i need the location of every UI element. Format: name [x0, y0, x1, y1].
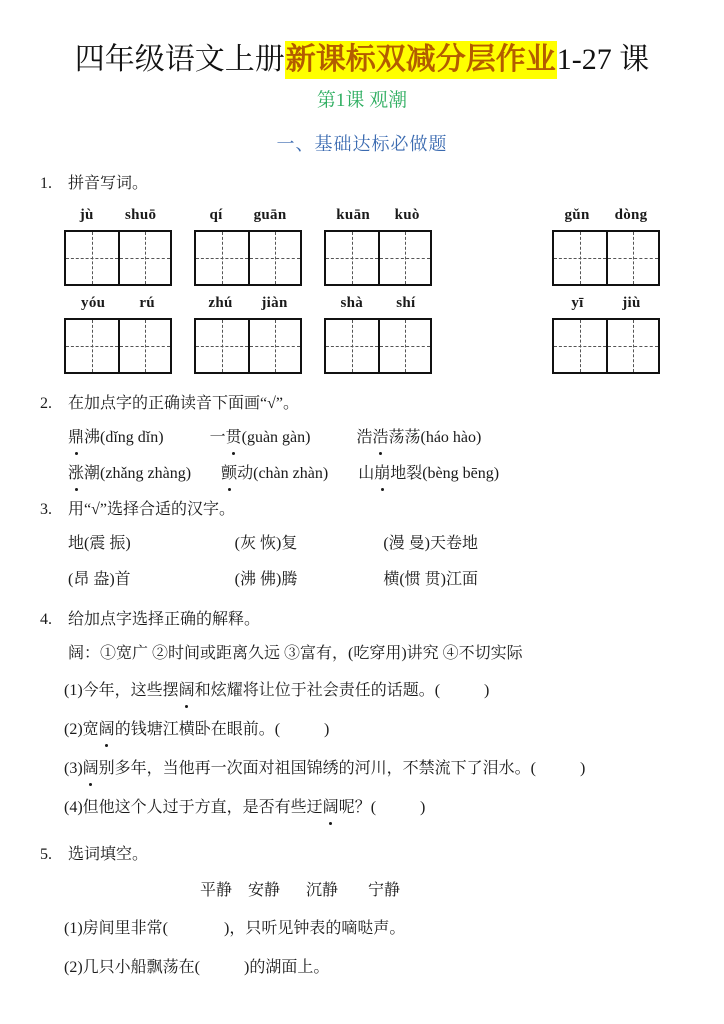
tianzige-unit [552, 205, 660, 286]
tianzige-unit [552, 293, 660, 374]
tianzige-unit [194, 205, 302, 286]
pinyin-syllable: jiàn [261, 295, 288, 311]
char-choice[interactable]: (漫 曼)天卷地 [383, 535, 479, 552]
reading-choices: 沸(dǐng dǐn) [84, 429, 164, 446]
pinyin-pair [324, 293, 432, 315]
word-prefix: 一 [209, 429, 226, 446]
item-text: 别多年，当他再一次面对祖国锦绣的河川，不禁流下了泪水。( [98, 760, 537, 777]
item-text: (1)房间里非常( [64, 920, 168, 937]
char-choice[interactable]: 横(惯 贯)江面 [383, 571, 479, 588]
word-bank-item[interactable]: 平静 [200, 882, 233, 899]
char-choice[interactable]: (昂 盎)首 [68, 571, 131, 588]
paren-close: ) [324, 721, 330, 738]
question-1-prompt: 拼音写词。 [68, 175, 149, 192]
tianzige-cell[interactable] [118, 232, 170, 284]
question-5-prompt: 选词填空。 [68, 846, 149, 863]
word-bank-item[interactable]: 宁静 [368, 882, 401, 899]
tianzige-cell[interactable] [378, 232, 430, 284]
question-2 [40, 392, 700, 487]
tianzige-box[interactable] [552, 318, 660, 374]
pinyin-pair [64, 205, 172, 227]
question-2-row[interactable] [68, 424, 700, 451]
question-2-row[interactable] [68, 460, 700, 487]
pinyin-syllable: guān [253, 207, 287, 223]
tianzige-box[interactable] [194, 318, 302, 374]
pinyin-syllable: yóu [81, 295, 106, 311]
tianzige-cell[interactable] [248, 232, 300, 284]
tianzige-unit [324, 205, 432, 286]
tianzige-cell[interactable] [606, 232, 658, 284]
pinyin-pair [552, 205, 660, 227]
pinyin-pair [194, 293, 302, 315]
question-2-number: 2. [40, 395, 52, 412]
question-4-item[interactable] [64, 794, 700, 821]
dotted-char: 浩 [372, 424, 388, 451]
pinyin-syllable: kuān [336, 207, 371, 223]
pinyin-syllable: dòng [614, 207, 648, 223]
question-3-row[interactable] [68, 530, 700, 557]
item-text: 的钱塘江横卧在眼前。( [114, 721, 281, 738]
item-text: 呢？( [338, 799, 377, 816]
dotted-char: 崩 [374, 460, 390, 487]
title-suffix: 1-27 课 [556, 43, 650, 76]
reading-choices: 动(chàn zhàn) [237, 465, 329, 482]
tianzige-box[interactable] [552, 230, 660, 286]
tianzige-row-1 [40, 205, 700, 301]
dotted-char: 阔 [83, 755, 99, 782]
tianzige-cell[interactable] [196, 232, 248, 284]
title-highlight: 新课标双减分层作业 [285, 41, 557, 79]
tianzige-unit [324, 293, 432, 374]
pinyin-syllable: zhú [208, 295, 233, 311]
question-4-number: 4. [40, 611, 52, 628]
question-1 [40, 172, 700, 196]
pinyin-pair [324, 205, 432, 227]
question-5-item[interactable] [64, 954, 700, 981]
page-title [0, 40, 724, 80]
pinyin-syllable: rú [139, 295, 155, 311]
definition-list: 阔：①宽广 ②时间或距离久远 ③富有，(吃穿用)讲究 ④不切实际 [68, 645, 523, 662]
pinyin-pair [552, 293, 660, 315]
tianzige-cell[interactable] [66, 320, 118, 372]
pinyin-syllable: jù [79, 207, 94, 223]
item-text: )，只听见钟表的嘀哒声。 [224, 920, 406, 937]
tianzige-unit [194, 293, 302, 374]
question-3-prompt: 用“√”选择合适的汉字。 [68, 501, 235, 518]
word-prefix: 浩 [356, 429, 373, 446]
char-choice[interactable]: (灰 恢)复 [234, 535, 298, 552]
pinyin-syllable: shuō [125, 207, 157, 223]
tianzige-cell[interactable] [378, 320, 430, 372]
tianzige-box[interactable] [194, 230, 302, 286]
tianzige-cell[interactable] [326, 232, 378, 284]
title-prefix: 四年级语文上册 [74, 43, 285, 76]
pinyin-pair [64, 293, 172, 315]
reading-choices: (guàn gàn) [241, 429, 311, 446]
paren-close: ) [580, 760, 586, 777]
word-bank [200, 877, 700, 904]
pinyin-syllable: kuò [394, 207, 420, 223]
tianzige-cell[interactable] [554, 232, 606, 284]
char-choice[interactable]: 地(震 振) [68, 535, 131, 552]
tianzige-cell[interactable] [326, 320, 378, 372]
dotted-char: 颤 [221, 460, 237, 487]
question-4-prompt: 给加点字选择正确的解释。 [68, 611, 261, 628]
pinyin-pair [194, 205, 302, 227]
tianzige-cell[interactable] [248, 320, 300, 372]
paren-close: ) [420, 799, 426, 816]
paren-close: ) [484, 682, 490, 699]
tianzige-cell[interactable] [66, 232, 118, 284]
pinyin-syllable: qí [209, 207, 223, 223]
item-text: (3) [64, 760, 83, 777]
tianzige-box[interactable] [324, 230, 432, 286]
question-4-item[interactable] [64, 716, 700, 743]
tianzige-box[interactable] [324, 318, 432, 374]
tianzige-unit [64, 293, 172, 374]
tianzige-cell[interactable] [554, 320, 606, 372]
tianzige-cell[interactable] [196, 320, 248, 372]
item-text: 和炫耀将让位于社会责任的话题。( [194, 682, 441, 699]
tianzige-unit [64, 205, 172, 286]
reading-choices: 荡荡(háo hào) [388, 429, 482, 446]
item-text: )的湖面上。 [244, 959, 330, 976]
pinyin-syllable: shí [396, 295, 416, 311]
word-bank-item[interactable]: 安静 [248, 882, 281, 899]
lesson-subtitle: 第1课 观潮 [316, 90, 408, 111]
tianzige-row-2 [40, 293, 700, 389]
pinyin-syllable: yī [571, 295, 584, 311]
question-4-item[interactable] [64, 677, 700, 704]
question-3 [40, 498, 700, 593]
dotted-char: 涨 [68, 460, 84, 487]
question-4 [40, 608, 700, 821]
question-5-item[interactable] [64, 915, 700, 942]
item-text: (1)今年，这些摆 [64, 682, 179, 699]
question-3-row[interactable] [68, 566, 700, 593]
dotted-char: 阔 [99, 716, 115, 743]
section-heading: 一、基础达标必做题 [276, 134, 448, 154]
tianzige-box[interactable] [64, 230, 172, 286]
item-text: (4)但他这个人过于方直，是否有些迂 [64, 799, 323, 816]
pinyin-syllable: jiù [622, 295, 641, 311]
question-2-prompt: 在加点字的正确读音下面画“√”。 [68, 395, 299, 412]
question-1-number: 1. [40, 175, 52, 192]
pinyin-syllable: gǔn [564, 207, 590, 223]
item-text: (2)几只小船飘荡在( [64, 959, 200, 976]
tianzige-cell[interactable] [606, 320, 658, 372]
dotted-char: 贯 [226, 424, 242, 451]
char-choice[interactable]: (沸 佛)腾 [234, 571, 298, 588]
tianzige-box[interactable] [64, 318, 172, 374]
dotted-char: 阔 [179, 677, 195, 704]
question-5-number: 5. [40, 846, 52, 863]
word-bank-item[interactable]: 沉静 [306, 882, 339, 899]
question-4-item[interactable] [64, 755, 700, 782]
reading-choices: 地裂(bèng bēng) [390, 465, 500, 482]
dotted-char: 阔 [323, 794, 339, 821]
item-text: (2)宽 [64, 721, 99, 738]
reading-choices: 潮(zhǎng zhàng) [84, 465, 192, 482]
pinyin-syllable: shà [340, 295, 364, 311]
question-3-number: 3. [40, 501, 52, 518]
dotted-char: 鼎 [68, 424, 84, 451]
question-5 [40, 843, 700, 981]
tianzige-cell[interactable] [118, 320, 170, 372]
word-prefix: 山 [358, 465, 375, 482]
